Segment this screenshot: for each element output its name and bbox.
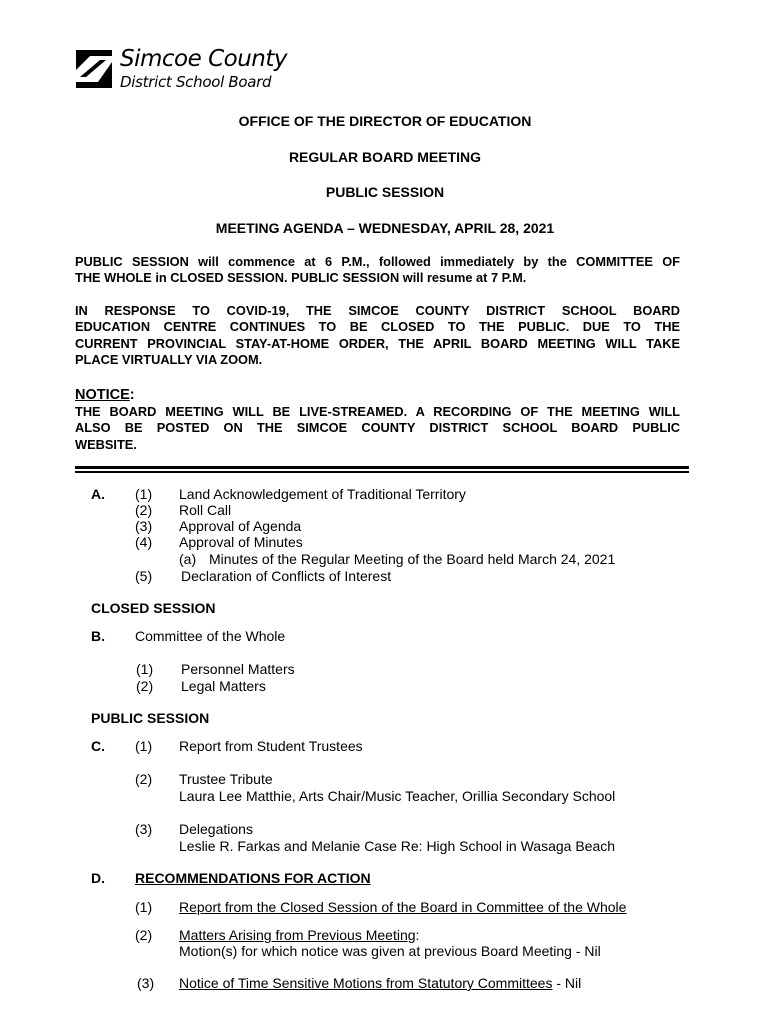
- agenda-item-detail: Motion(s) for which notice was given at previous Board Meeting - Nil: [179, 943, 601, 959]
- agenda-item-number: (4): [135, 534, 153, 550]
- notice-colon: :: [129, 387, 135, 403]
- agenda-item-text: Declaration of Conflicts of Interest: [181, 568, 392, 584]
- agenda-item-text: Roll Call: [179, 502, 232, 518]
- divider-rule: [75, 471, 689, 473]
- covid-line: IN RESPONSE TO COVID-19, THE SIMCOE COUNTY DISTRICT SCHOOL BOARD: [75, 303, 680, 318]
- agenda-item-number: (2): [136, 678, 154, 694]
- notice-line: ALSO BE POSTED ON THE SIMCOE COUNTY DISTRICT SCHOOL BOARD PUBLIC: [75, 420, 680, 436]
- agenda-item-number: (3): [137, 975, 155, 991]
- agenda-item-suffix: :: [415, 927, 420, 943]
- agenda-item-number: (5): [135, 568, 153, 584]
- office-title: OFFICE OF THE DIRECTOR OF EDUCATION: [238, 113, 532, 129]
- agenda-subitem-text: Minutes of the Regular Meeting of the Board held March 24, 2021: [209, 551, 616, 567]
- agenda-item-text: Report from the Closed Session of the Board in Committee of the Whole: [179, 899, 627, 915]
- covid-line: PLACE VIRTUALLY VIA ZOOM.: [75, 352, 263, 368]
- agenda-item-number: (1): [136, 661, 154, 677]
- divider-rule: [75, 466, 689, 469]
- covid-line: EDUCATION CENTRE CONTINUES TO BE CLOSED TO THE PUBLIC. DUE TO THE: [75, 319, 680, 335]
- agenda-item-text: Notice of Time Sensitive Motions from Statutory Committees: [179, 975, 553, 991]
- agenda-item-line: [179, 927, 419, 943]
- agenda-item-text: Matters Arising from Previous Meeting: [179, 927, 416, 943]
- agenda-item-number: (3): [135, 821, 153, 837]
- agenda-item-text: Personnel Matters: [181, 661, 295, 677]
- agenda-item-detail: Laura Lee Matthie, Arts Chair/Music Teacher, Orillia Secondary School: [179, 788, 616, 804]
- intro-paragraph: [75, 254, 680, 287]
- agenda-item-detail: Leslie R. Farkas and Melanie Case Re: High School in Wasaga Beach: [179, 838, 616, 854]
- notice-paragraph: [75, 404, 680, 453]
- section-a-letter: A.: [91, 486, 105, 502]
- agenda-item-number: (2): [135, 771, 153, 787]
- agenda-item-number: (3): [135, 518, 153, 534]
- notice-heading-text: NOTICE: [75, 387, 130, 403]
- agenda-item-text: Delegations: [179, 821, 253, 837]
- intro-line: THE WHOLE in CLOSED SESSION. PUBLIC SESSION will resume at 7 P.M.: [75, 270, 527, 286]
- agenda-item-suffix: - Nil: [552, 975, 582, 991]
- intro-line: PUBLIC SESSION will commence at 6 P.M., followed immediately by the COMMITTEE OF: [75, 254, 680, 269]
- agenda-item-number: (2): [135, 927, 153, 943]
- section-d-title: RECOMMENDATIONS FOR ACTION: [135, 870, 371, 886]
- agenda-subitem-number: (a): [179, 551, 197, 567]
- public-session-heading: PUBLIC SESSION: [91, 710, 210, 726]
- agenda-item-text: Land Acknowledgement of Traditional Territory: [179, 486, 466, 502]
- section-b-title: Committee of the Whole: [135, 628, 286, 644]
- agenda-item-number: (1): [135, 899, 153, 915]
- session-title: PUBLIC SESSION: [325, 184, 445, 200]
- logo-name: Simcoe County: [120, 46, 287, 72]
- closed-session-heading: CLOSED SESSION: [91, 600, 216, 616]
- school-board-logo-icon: [76, 50, 112, 88]
- section-b-letter: B.: [91, 628, 105, 644]
- meeting-title: REGULAR BOARD MEETING: [288, 149, 482, 165]
- logo-subname: District School Board: [120, 73, 272, 91]
- agenda-item-number: (1): [135, 486, 153, 502]
- notice-line: WEBSITE.: [75, 436, 137, 452]
- agenda-item-line: [179, 975, 581, 991]
- section-d-letter: D.: [91, 870, 105, 886]
- agenda-item-text: Legal Matters: [181, 678, 266, 694]
- agenda-item-number: (2): [135, 502, 153, 518]
- agenda-item-text: Approval of Minutes: [179, 534, 303, 550]
- section-c-letter: C.: [91, 738, 105, 754]
- agenda-item-number: (1): [135, 738, 153, 754]
- notice-line: THE BOARD MEETING WILL BE LIVE-STREAMED. A RECORDING OF THE MEETING WILL: [75, 404, 680, 419]
- agenda-item-text: Report from Student Trustees: [179, 738, 363, 754]
- covid-paragraph: [75, 303, 680, 369]
- agenda-item-text: Trustee Tribute: [179, 771, 273, 787]
- agenda-item-text: Approval of Agenda: [179, 518, 302, 534]
- covid-line: CURRENT PROVINCIAL STAY-AT-HOME ORDER, THE APRIL BOARD MEETING WILL TAKE: [75, 335, 680, 351]
- notice-heading: [75, 387, 135, 403]
- agenda-date-title: MEETING AGENDA – WEDNESDAY, APRIL 28, 2021: [215, 220, 555, 236]
